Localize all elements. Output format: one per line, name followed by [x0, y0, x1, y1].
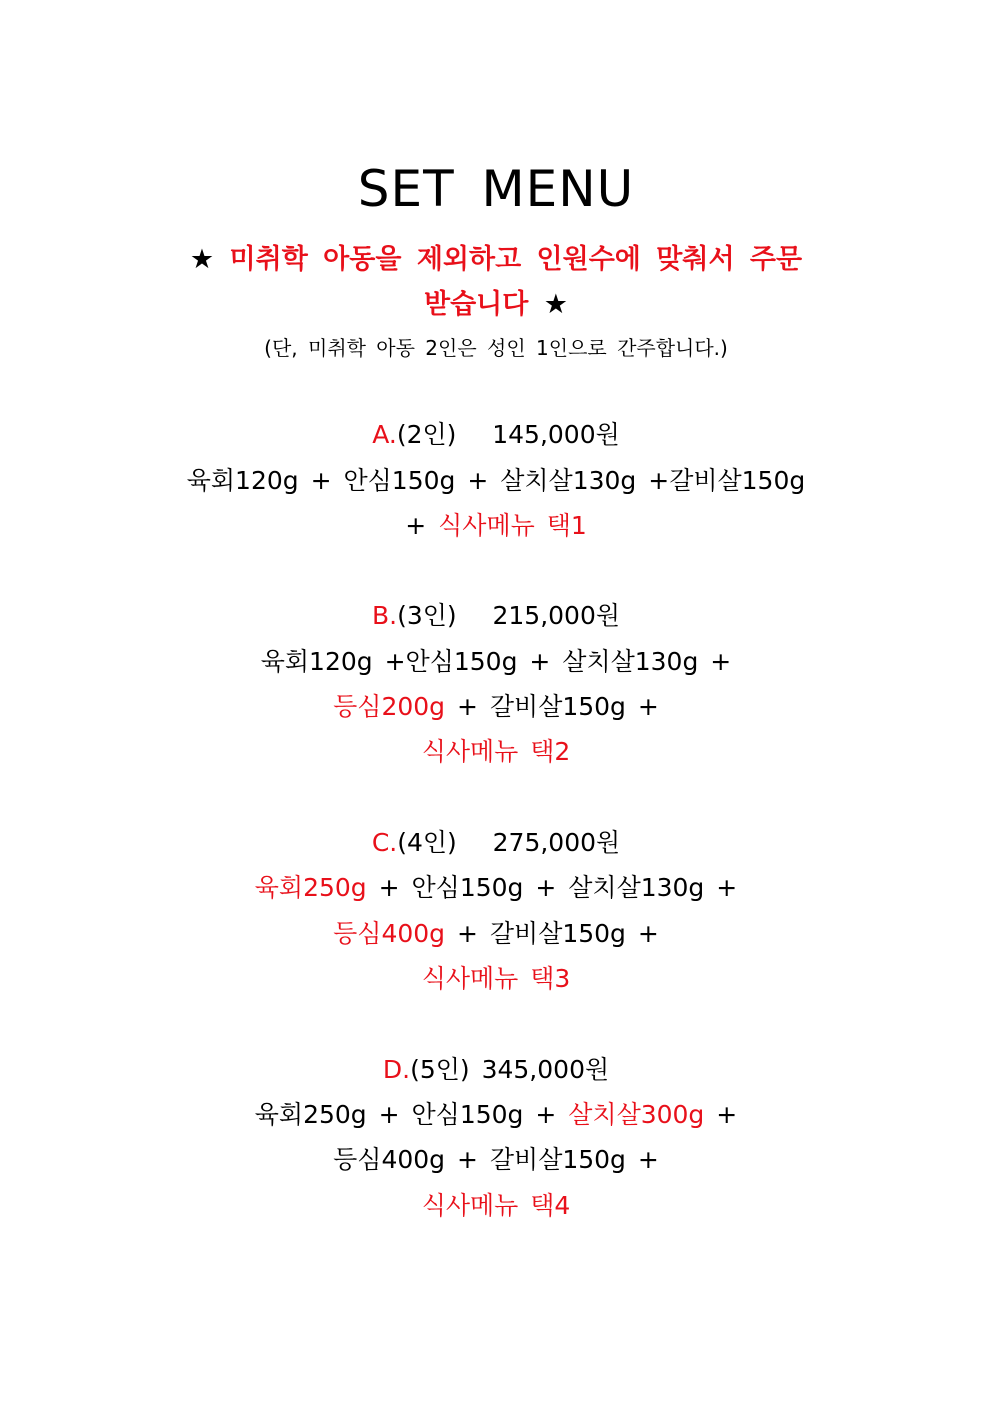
- notice-line-2: [0, 285, 992, 325]
- set-people: (3인): [397, 601, 457, 630]
- set-d-header: [0, 1051, 992, 1089]
- set-price: 275,000원: [492, 828, 621, 857]
- item-galbisal: 갈비살150g: [489, 1145, 626, 1174]
- set-people: (2인): [396, 420, 457, 449]
- set-people: (4인): [397, 828, 457, 857]
- plus-sign: +: [637, 692, 659, 721]
- set-a-items-line-2: [0, 507, 992, 545]
- plus-sign: +: [467, 466, 489, 495]
- plus-sign: +: [378, 1100, 400, 1129]
- item-deungsim: 등심400g: [333, 1145, 446, 1174]
- set-b-items-line-2: [0, 688, 992, 726]
- plus-sign: +: [716, 873, 738, 902]
- set-price: 345,000원: [481, 1055, 610, 1084]
- plus-sign: +: [716, 1100, 738, 1129]
- notice-line-1: [0, 240, 992, 280]
- item-galbisal: 갈비살150g: [489, 919, 626, 948]
- set-b-header: [0, 597, 992, 635]
- item-meal: 식사메뉴 택3: [421, 964, 571, 993]
- set-d-items-line-2: [0, 1141, 992, 1179]
- star-icon: ★: [543, 289, 568, 320]
- notice-note: (단, 미취학 아동 2인은 성인 1인으로 간주합니다.): [264, 336, 728, 360]
- set-b-items-line-1: [0, 643, 992, 681]
- plus-sign: +: [456, 1145, 478, 1174]
- item-yukhoe: 육회120g: [186, 466, 299, 495]
- set-c-header: [0, 824, 992, 862]
- item-yukhoe: 육회250g: [254, 1100, 367, 1129]
- set-a-items-line-1: [0, 462, 992, 500]
- set-a-header: [0, 416, 992, 454]
- plus-sign: +: [710, 647, 732, 676]
- item-meal: 식사메뉴 택2: [421, 737, 571, 766]
- plus-sign: +: [310, 466, 332, 495]
- set-price: 145,000원: [492, 420, 620, 449]
- plus-sign: +: [637, 1145, 659, 1174]
- item-salchisal: 살치살130g: [568, 873, 705, 902]
- set-c-items-line-2: [0, 915, 992, 953]
- notice-text-1: 미취학 아동을 제외하고 인원수에 맞춰서 주문: [229, 244, 803, 275]
- item-ansim: 안심150g: [343, 466, 456, 495]
- plus-sign: +: [637, 919, 659, 948]
- plus-sign: +: [405, 511, 427, 540]
- item-meal: 식사메뉴 택4: [421, 1191, 571, 1220]
- set-c-items-line-1: [0, 869, 992, 907]
- item-galbisal: 갈비살150g: [489, 692, 626, 721]
- notice-text-2: 받습니다: [424, 289, 529, 320]
- item-deungsim: 등심400g: [333, 919, 446, 948]
- item-yukhoe: 육회120g: [260, 647, 373, 676]
- plus-sign: +: [648, 466, 670, 495]
- item-ansim: 안심150g: [411, 1100, 524, 1129]
- item-salchisal: 살치살130g: [562, 647, 699, 676]
- plus-sign: +: [456, 919, 478, 948]
- item-meal: 식사메뉴 택1: [438, 511, 587, 540]
- plus-sign: +: [535, 873, 557, 902]
- plus-sign: +: [456, 692, 478, 721]
- page-title: SET MENU: [357, 160, 635, 218]
- set-c-items-line-3: [0, 960, 992, 998]
- set-letter: C.: [371, 828, 398, 857]
- set-letter: B.: [371, 601, 398, 630]
- set-b-items-line-3: [0, 733, 992, 771]
- set-people: (5인): [410, 1055, 470, 1084]
- plus-sign: +: [384, 647, 406, 676]
- plus-sign: +: [378, 873, 400, 902]
- item-salchisal: 살치살130g: [500, 466, 637, 495]
- item-galbisal: 갈비살150g: [669, 466, 806, 495]
- item-ansim: 안심150g: [411, 873, 524, 902]
- item-yukhoe: 육회250g: [254, 873, 367, 902]
- set-letter: A.: [372, 420, 397, 449]
- item-ansim: 안심150g: [405, 647, 518, 676]
- set-letter: D.: [382, 1055, 411, 1084]
- star-icon: ★: [189, 244, 215, 275]
- item-deungsim: 등심200g: [333, 692, 446, 721]
- plus-sign: +: [529, 647, 551, 676]
- set-d-items-line-3: [0, 1187, 992, 1225]
- item-salchisal: 살치살300g: [568, 1100, 705, 1129]
- set-d-items-line-1: [0, 1096, 992, 1134]
- plus-sign: +: [535, 1100, 557, 1129]
- set-price: 215,000원: [492, 601, 621, 630]
